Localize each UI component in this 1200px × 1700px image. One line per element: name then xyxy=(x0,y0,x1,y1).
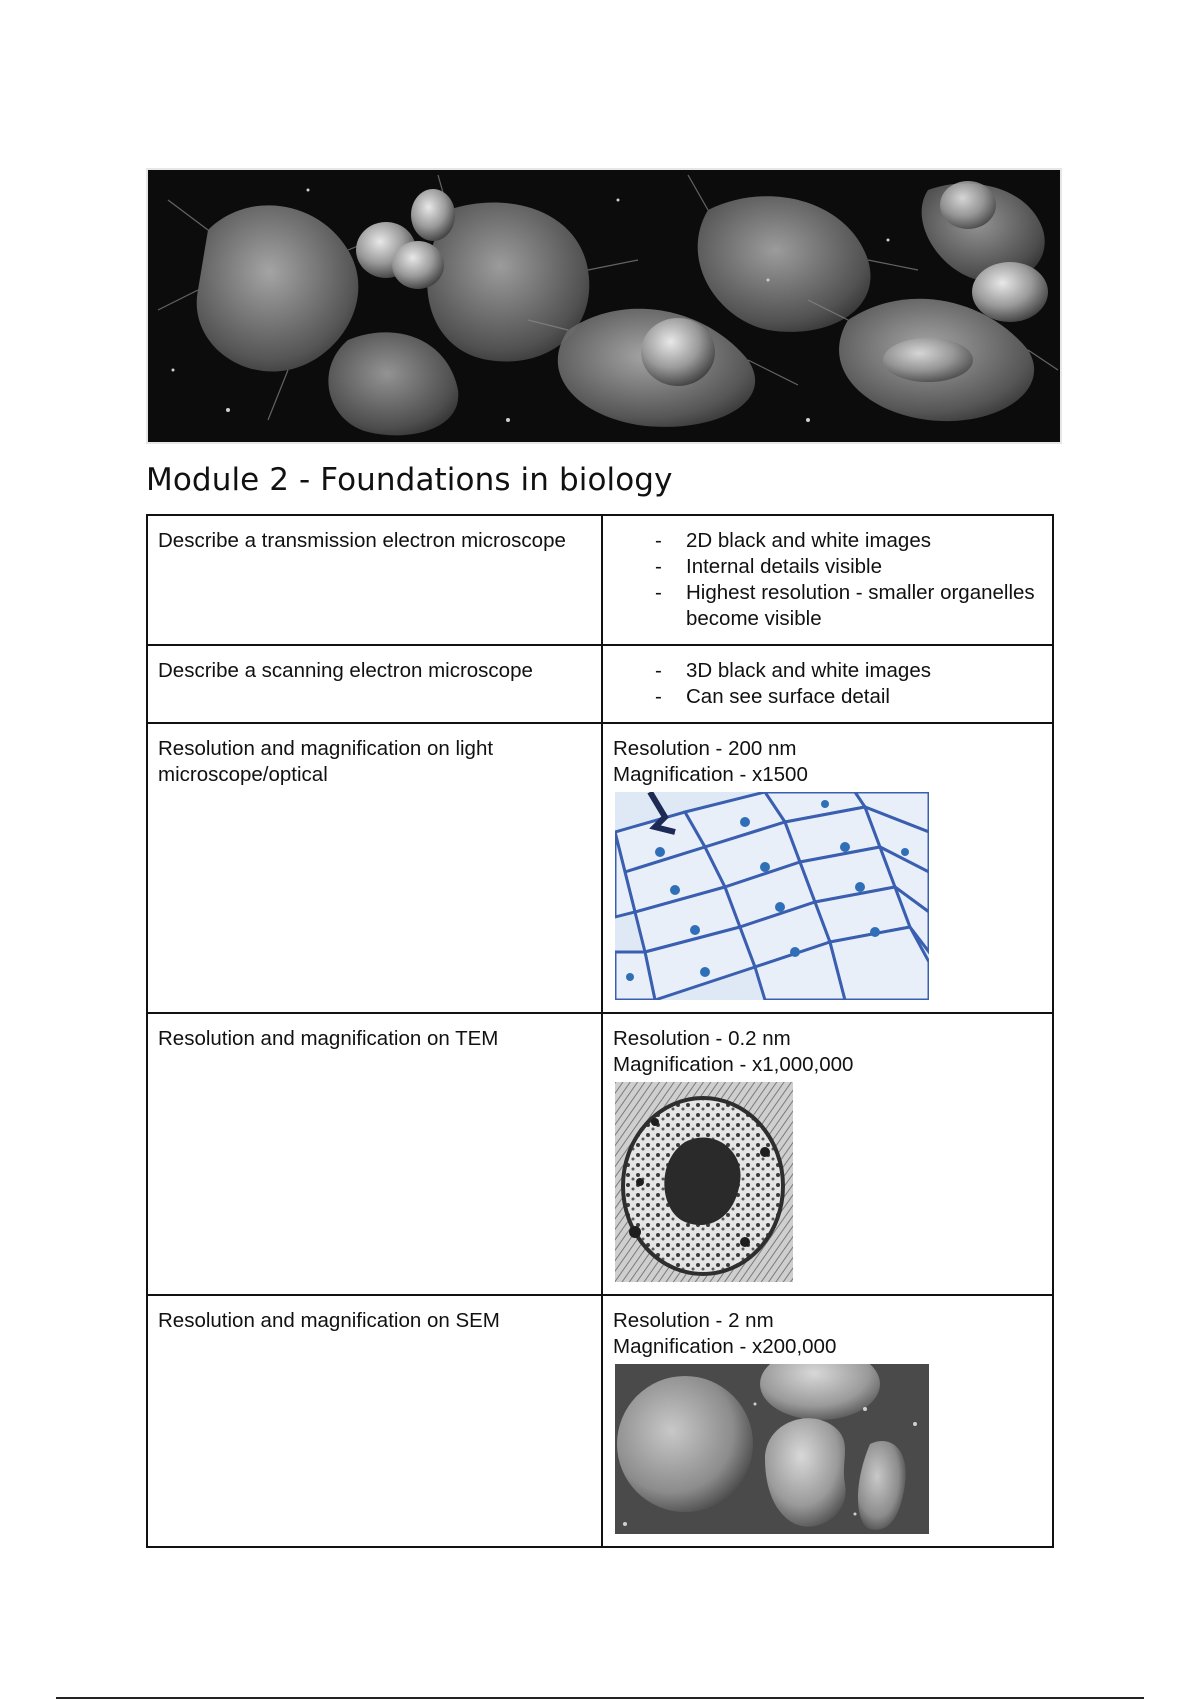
question-cell: Resolution and magnification on SEM xyxy=(147,1295,602,1547)
tem-nucleus-micrograph xyxy=(615,1082,1042,1282)
list-item: - Internal details visible xyxy=(655,554,1042,580)
answer-list xyxy=(613,528,1042,632)
sem-red-blood-cells-micrograph xyxy=(615,1364,1042,1534)
table-row xyxy=(147,1295,1053,1547)
magnification-text: Magnification - x1,000,000 xyxy=(613,1053,854,1076)
list-item: - 3D black and white images xyxy=(655,658,1042,684)
question-cell: Describe a scanning electron microscope xyxy=(147,645,602,723)
resolution-text: Resolution - 0.2 nm xyxy=(613,1027,791,1050)
question-cell: Resolution and magnification on light microscope/optical xyxy=(147,723,602,1013)
answer-list xyxy=(613,658,1042,710)
list-item: - 2D black and white images xyxy=(655,528,1042,554)
list-item: - Highest resolution - smaller organelles become visible xyxy=(655,580,1042,632)
sem-cells-banner-image xyxy=(146,168,1062,444)
notes-table xyxy=(146,514,1054,1548)
resolution-text: Resolution - 200 nm xyxy=(613,737,797,760)
onion-cells-micrograph xyxy=(615,792,1042,1000)
page-title: Module 2 - Foundations in biology xyxy=(146,462,673,498)
table-row xyxy=(147,645,1053,723)
table-row xyxy=(147,515,1053,645)
table-row xyxy=(147,723,1053,1013)
list-item: - Can see surface detail xyxy=(655,684,1042,710)
question-cell: Resolution and magnification on TEM xyxy=(147,1013,602,1295)
resolution-text: Resolution - 2 nm xyxy=(613,1309,774,1332)
answer-cell xyxy=(602,1013,1053,1295)
footer-divider xyxy=(56,1697,1144,1699)
magnification-text: Magnification - x1500 xyxy=(613,763,808,786)
answer-cell xyxy=(602,515,1053,645)
answer-cell xyxy=(602,645,1053,723)
answer-cell xyxy=(602,723,1053,1013)
table-row xyxy=(147,1013,1053,1295)
magnification-text: Magnification - x200,000 xyxy=(613,1335,837,1358)
answer-cell xyxy=(602,1295,1053,1547)
question-cell: Describe a transmission electron microscope xyxy=(147,515,602,645)
